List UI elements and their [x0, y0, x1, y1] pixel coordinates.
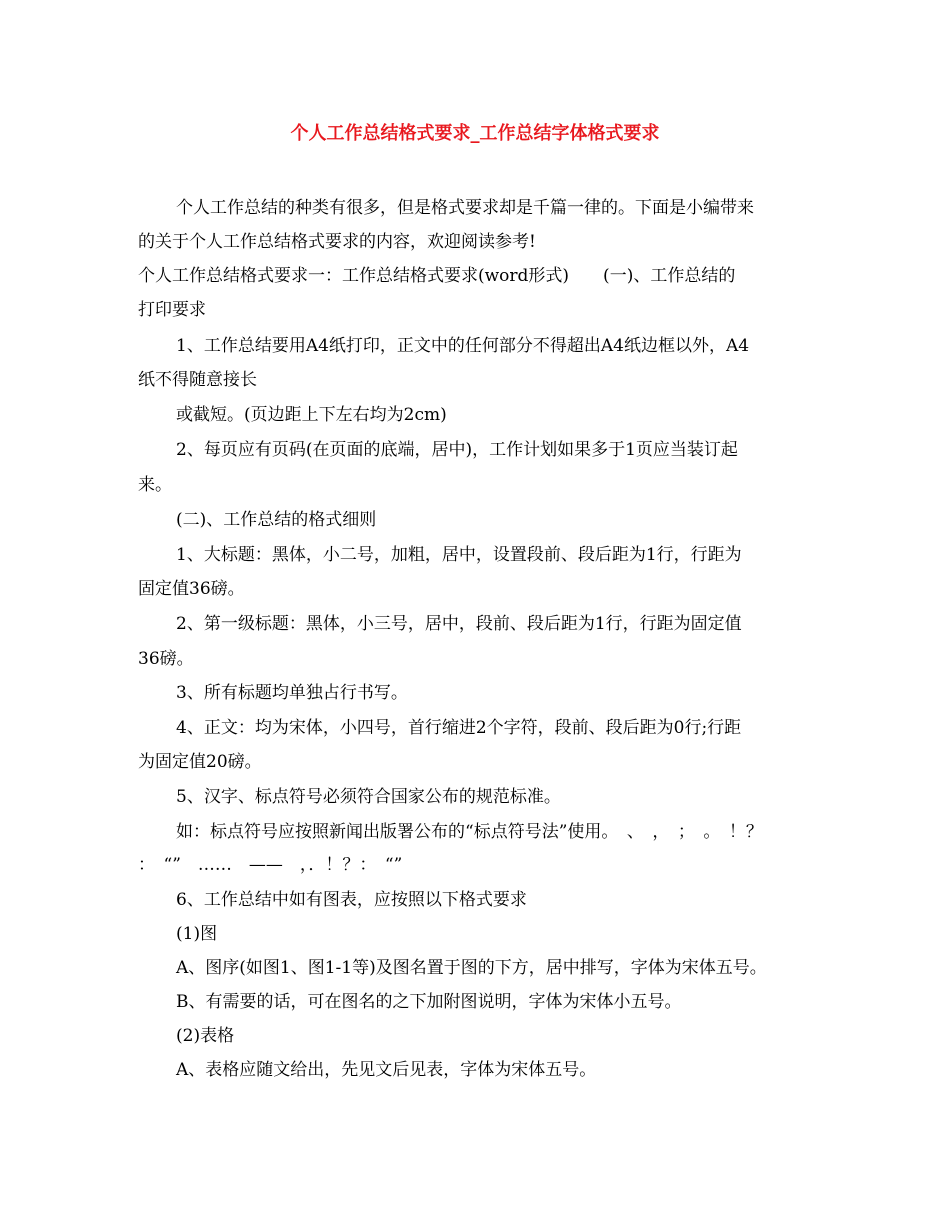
paragraph-line: 5、汉字、标点符号必须符合国家公布的规范标准。: [176, 787, 561, 807]
paragraph-line: 1、工作总结要用A4纸打印，正文中的任何部分不得超出A4纸边框以外，A4: [176, 336, 750, 356]
paragraph-line: 6、工作总结中如有图表，应按照以下格式要求: [176, 890, 527, 910]
paragraph-line: 2、第一级标题：黑体，小三号，居中，段前、段后距为1行，行距为固定值: [176, 614, 742, 634]
paragraph-line: (1)图: [176, 924, 218, 944]
paragraph-line: 固定值36磅。: [138, 579, 245, 599]
paragraph-line: 或截短。(页边距上下左右均为2cm): [176, 405, 447, 425]
document-title: 个人工作总结格式要求_工作总结字体格式要求: [290, 123, 660, 144]
paragraph-line: 的关于个人工作总结格式要求的内容，欢迎阅读参考!: [138, 232, 536, 252]
paragraph-line: 4、正文：均为宋体，小四号，首行缩进2个字符，段前、段后距为0行;行距: [176, 718, 742, 738]
paragraph-line: 3、所有标题均单独占行书写。: [176, 683, 408, 703]
paragraph-line: 2、每页应有页码(在页面的底端，居中)，工作计划如果多于1页应当装订起: [176, 440, 738, 460]
paragraph-line: A、图序(如图1、图1-1等)及图名置于图的下方，居中排写，字体为宋体五号。: [176, 958, 767, 978]
paragraph-line: 个人工作总结格式要求一：工作总结格式要求(word形式) (一)、工作总结的: [138, 266, 736, 286]
paragraph-line: 纸不得随意接长: [138, 370, 257, 390]
paragraph-line: 来。: [138, 475, 172, 495]
paragraph-line: 如：标点符号应按照新闻出版署公布的“标点符号法”使用。 、 ， ； 。 ！？: [176, 822, 763, 842]
paragraph-line: 为固定值20磅。: [138, 752, 262, 772]
paragraph-line: A、表格应随文给出，先见文后见表，字体为宋体五号。: [176, 1060, 597, 1080]
paragraph-line: B、有需要的话，可在图名的之下加附图说明，字体为宋体小五号。: [176, 992, 682, 1012]
paragraph-line: (2)表格: [176, 1026, 235, 1046]
paragraph-line: ： “” …… —— ，．！？： “”: [138, 855, 403, 875]
paragraph-line: 36磅。: [138, 649, 194, 669]
paragraph-line: 1、大标题：黑体，小二号，加粗，居中，设置段前、段后距为1行，行距为: [176, 545, 742, 565]
paragraph-line: 打印要求: [138, 300, 206, 320]
section-heading: (二)、工作总结的格式细则: [176, 510, 377, 530]
paragraph-line: 个人工作总结的种类有很多，但是格式要求却是千篇一律的。下面是小编带来: [176, 198, 754, 218]
